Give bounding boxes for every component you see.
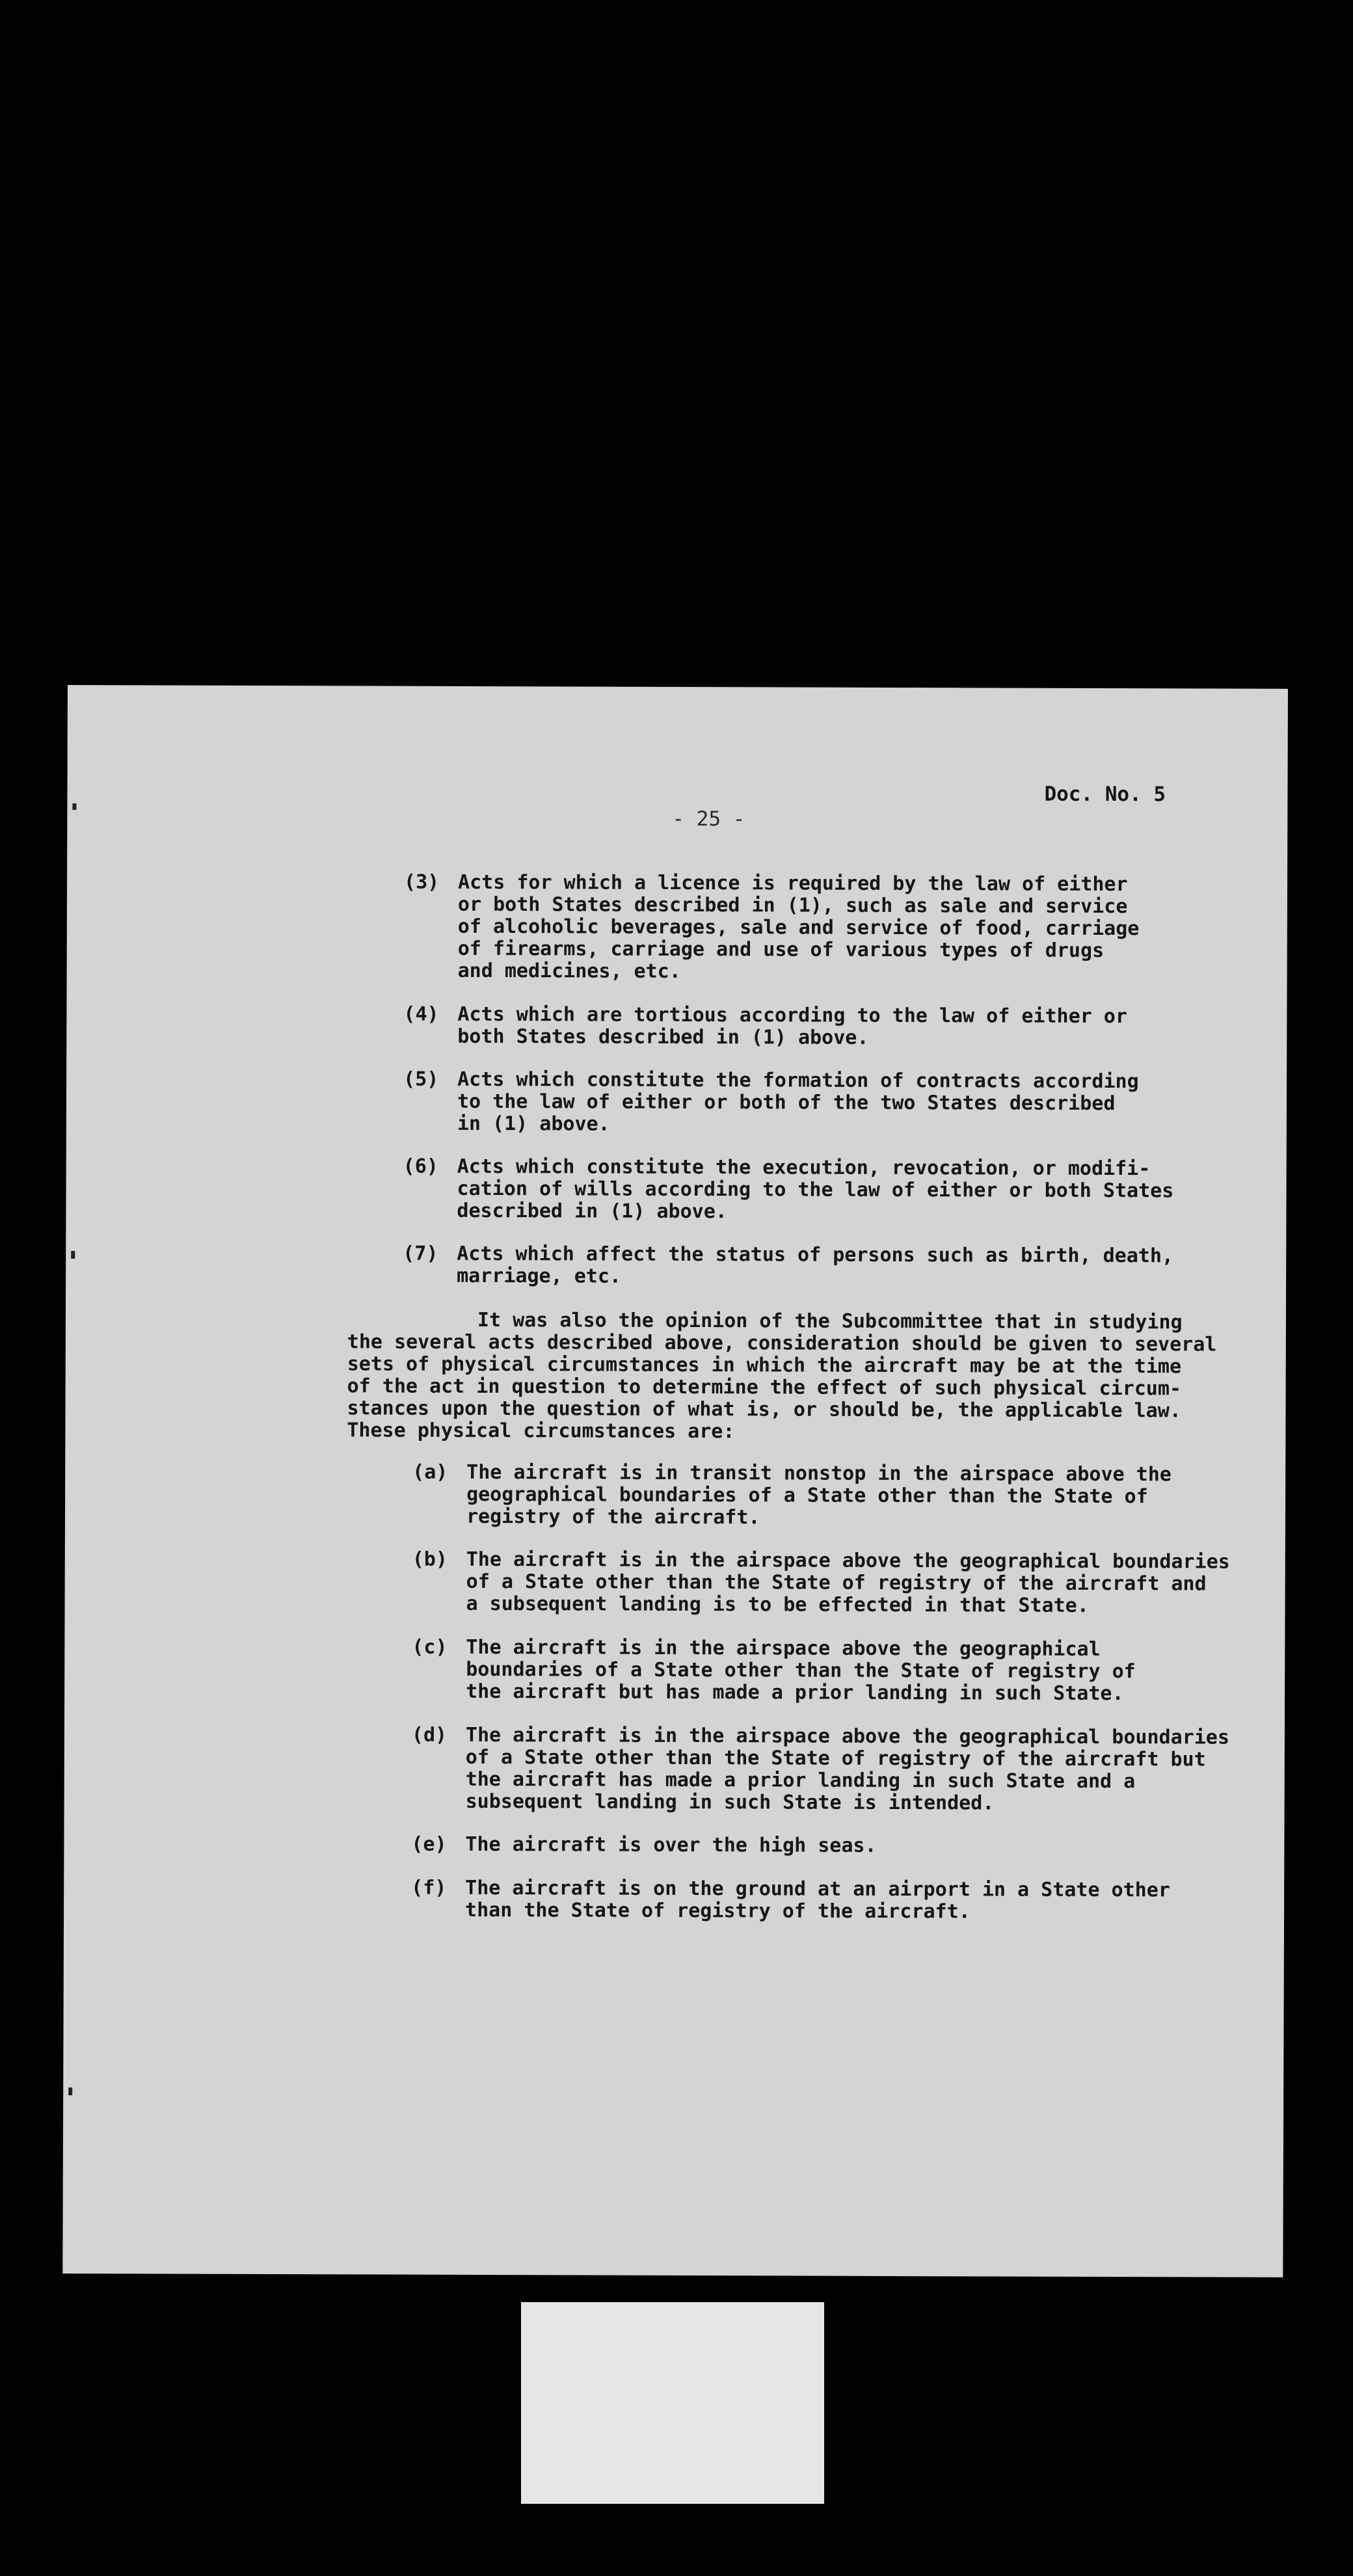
item-label: (3) bbox=[403, 870, 440, 894]
document-number: Doc. No. 5 bbox=[1044, 782, 1166, 807]
item-label: (5) bbox=[403, 1067, 439, 1091]
item-text bbox=[457, 1243, 1173, 1289]
text-line: of alcoholic beverages, sale and service of food, carriage bbox=[457, 915, 1140, 941]
text-line: The aircraft is in the airspace above the geographical boundaries bbox=[465, 1723, 1229, 1749]
text-line: marriage, etc. bbox=[457, 1264, 622, 1288]
item-text bbox=[465, 1834, 876, 1857]
text-line: registry of the aircraft. bbox=[466, 1505, 760, 1529]
item-text bbox=[465, 1877, 1170, 1924]
scan-speck bbox=[68, 2087, 72, 2095]
item-label: (4) bbox=[403, 1002, 439, 1026]
text-line: geographical boundaries of a State other than the State of bbox=[466, 1483, 1148, 1509]
item-label: (a) bbox=[412, 1460, 448, 1484]
text-line: of the act in question to determine the effect of such physical circum- bbox=[347, 1375, 1182, 1401]
item-text bbox=[466, 1462, 1172, 1530]
text-line: stances upon the question of what is, or should be, the applicable law. bbox=[347, 1397, 1181, 1423]
item-label: (e) bbox=[411, 1832, 447, 1856]
text-line: cation of wills according to the law of either or both States bbox=[457, 1177, 1174, 1203]
text-line: The aircraft is over the high seas. bbox=[465, 1832, 877, 1857]
text-line: Acts which affect the status of persons such as birth, death, bbox=[457, 1242, 1174, 1268]
text-line: It was also the opinion of the Subcommittee that in studying bbox=[477, 1308, 1183, 1334]
text-line: These physical circumstances are: bbox=[347, 1419, 735, 1443]
text-line: the aircraft has made a prior landing in such State and a bbox=[465, 1767, 1136, 1793]
text-line: described in (1) above. bbox=[457, 1199, 727, 1224]
text-line: to the law of either or both of the two States described bbox=[457, 1090, 1116, 1116]
document-page bbox=[62, 685, 1288, 2277]
item-label: (c) bbox=[412, 1635, 448, 1659]
text-line: sets of physical circumstances in which the aircraft may be at the time bbox=[347, 1352, 1182, 1378]
text-line: of a State other than the State of registry of the aircraft but bbox=[465, 1745, 1206, 1771]
item-text bbox=[457, 1069, 1139, 1137]
text-line: of a State other than the State of registry of the aircraft and bbox=[466, 1570, 1207, 1596]
page-number: - 25 - bbox=[672, 807, 745, 831]
text-line: Acts for which a licence is required by the law of either bbox=[457, 870, 1128, 896]
scan-speck bbox=[71, 1251, 75, 1259]
item-label: (6) bbox=[403, 1155, 438, 1178]
text-line: The aircraft is in the airspace above the geographical bbox=[466, 1635, 1101, 1661]
text-line: than the State of registry of the aircraft. bbox=[465, 1898, 971, 1924]
text-line: The aircraft is in transit nonstop in the airspace above the bbox=[466, 1460, 1172, 1486]
item-label: (b) bbox=[412, 1548, 448, 1571]
body-paragraph bbox=[347, 1309, 1216, 1444]
item-text bbox=[457, 1004, 1127, 1050]
item-text bbox=[458, 872, 1140, 984]
scan-speck bbox=[72, 803, 76, 810]
item-text bbox=[466, 1724, 1229, 1816]
text-line: the several acts described above, consideration should be given to several bbox=[347, 1330, 1217, 1356]
item-label: (f) bbox=[411, 1876, 447, 1899]
item-label: (d) bbox=[411, 1723, 448, 1747]
item-text bbox=[466, 1549, 1230, 1618]
text-line: boundaries of a State other than the State of registry of bbox=[466, 1657, 1136, 1684]
text-line: in (1) above. bbox=[457, 1112, 610, 1136]
text-line: of firearms, carriage and use of various types of drugs bbox=[457, 937, 1105, 963]
blank-card bbox=[521, 2302, 824, 2504]
text-line: The aircraft is in the airspace above the geographical boundaries bbox=[466, 1548, 1230, 1574]
text-line: subsequent landing in such State is intended. bbox=[465, 1790, 995, 1815]
item-text bbox=[466, 1637, 1136, 1705]
text-line: Acts which are tortious according to the law of either or bbox=[457, 1002, 1127, 1028]
text-line: Acts which constitute the execution, revocation, or modifi- bbox=[457, 1155, 1151, 1181]
text-line: and medicines, etc. bbox=[457, 959, 681, 983]
text-line: The aircraft is on the ground at an airport in a State other bbox=[465, 1876, 1170, 1902]
item-text bbox=[457, 1156, 1173, 1224]
text-line: the aircraft but has made a prior landing in such State. bbox=[466, 1680, 1124, 1706]
text-line: Acts which constitute the formation of contracts according bbox=[457, 1067, 1139, 1093]
text-line: or both States described in (1), such as sale and service bbox=[457, 892, 1128, 919]
item-label: (7) bbox=[403, 1242, 438, 1265]
text-line: a subsequent landing is to be effected in that State. bbox=[466, 1592, 1089, 1617]
text-line: both States described in (1) above. bbox=[457, 1025, 869, 1049]
